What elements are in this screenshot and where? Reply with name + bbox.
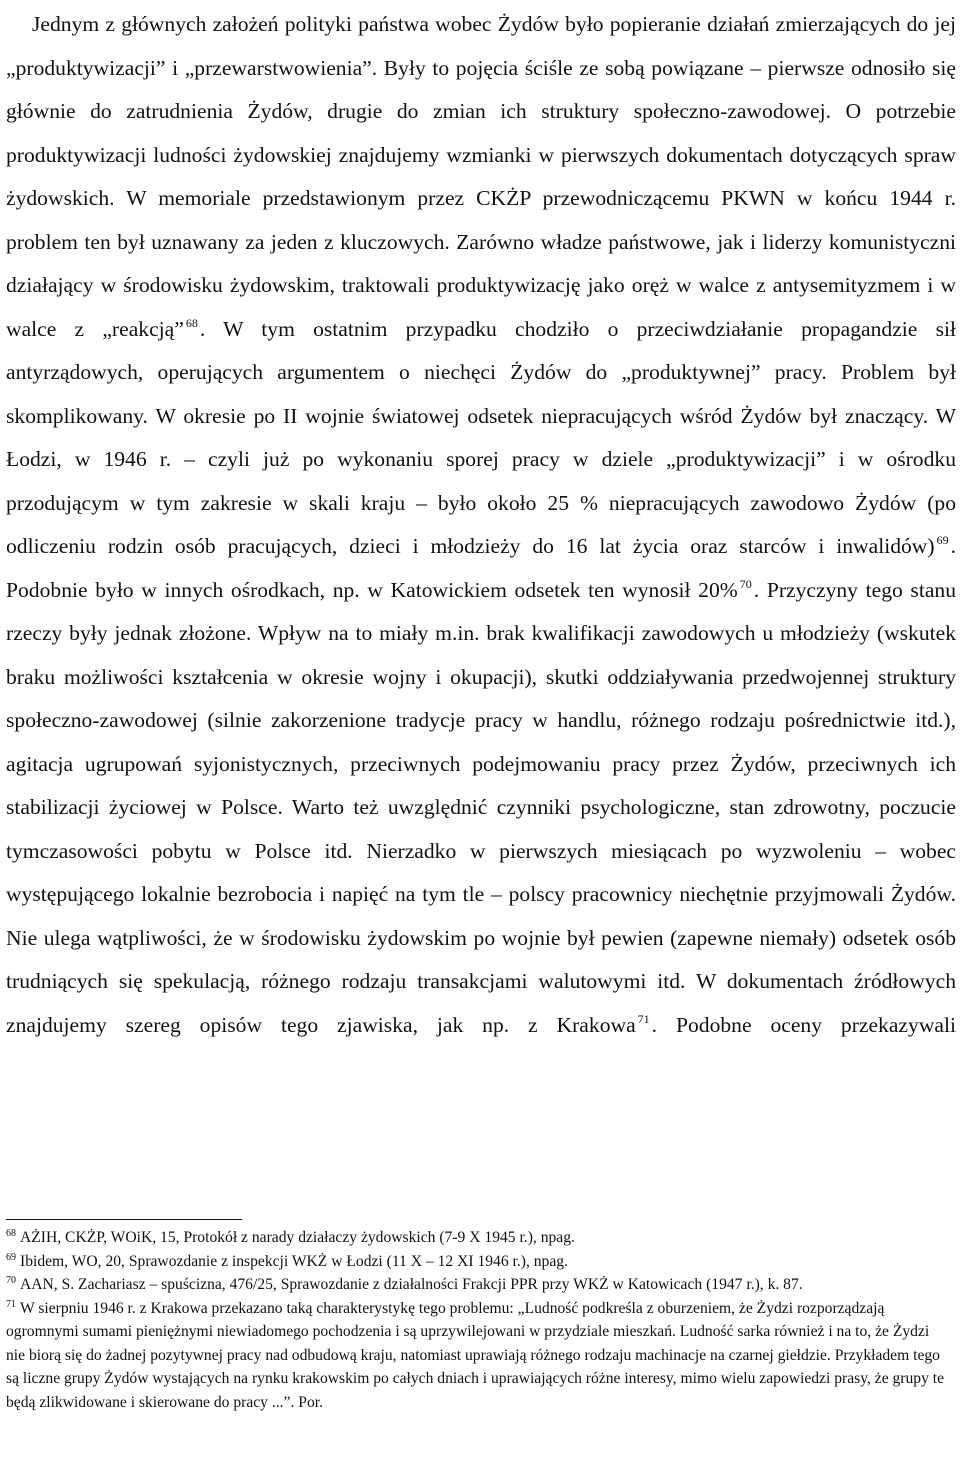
footnote-ref-68[interactable]: 68	[185, 315, 198, 330]
paragraph-text-part-3: . Podobnie było w innych ośrodkach, np. w Katowickiem odsetek ten wynosił 20%	[6, 534, 956, 602]
main-paragraph	[6, 0, 956, 1047]
paragraph-text-part-2: . W tym ostatnim przypadku chodziło o przeciwdziałanie propagandzie sił antyrządowych, operujących argumentem o niechęci Żydów do „produktywnej” pracy. Problem był skomplikowany. W okresie po II wojnie światowej odsetek niepracujących wśród Żydów był znaczący. W Łodzi, w 1946 r. – czyli już po wykonaniu sporej pracy w dziele „produktywizacji” i w ośrodku przodującym w tym zakresie w skali kraju – było około 25 % niepracujących zawodowo Żydów (po odliczeniu rodzin osób pracujących, dzieci i młodzieży do 16 lat życia oraz starców i inwalidów)	[6, 316, 956, 558]
footnote-ref-70[interactable]: 70	[739, 576, 752, 591]
footnote-text: AAN, S. Zachariasz – spuścizna, 476/25, Sprawozdanie z działalności Frakcji PPR przy WKŻ w Katowicach (1947 r.), k. 87.	[20, 1276, 803, 1293]
document-page	[6, 0, 957, 1411]
footnote-text: W sierpniu 1946 r. z Krakowa przekazano taką charakterystykę tego problemu: „Ludność podkreśla z oburzeniem, że Żydzi rozporządzają ogromnymi sumami pieniężnymi niewiadomego pochodzenia i są uprzywilejowani w przydziale mieszkań. Ludność sarka również i na to, że Żydzi nie biorą się do żadnej pozytywnej pracy nad odbudową kraju, natomiast uprawiają różnego rodzaju machinacje na czarnej giełdzie. Przykładem tego są liczne grupy Żydów wystających na rynku krakowskim po całych dniach i uprawiających różne interesy, mimo wielu zapowiedzi prasy, że grupy te będą zlikwidowane i skierowane do pracy ...”. Por.	[6, 1299, 945, 1411]
footnote-ref-71[interactable]: 71	[637, 1011, 650, 1026]
paragraph-text-part-1: Jednym z głównych założeń polityki państwa wobec Żydów było popieranie działań zmierzających do jej „produktywizacji” i „przewarstwowienia”. Były to pojęcia ściśle ze sobą powiązane – pierwsze odnosiło się głównie do zatrudnienia Żydów, drugie do zmian ich struktury społeczno-zawodowej. O potrzebie produktywizacji ludności żydowskiej znajdujemy wzmianki w pierwszych dokumentach dotyczących spraw żydowskich. W memoriale przedstawionym przez CKŻP przewodniczącemu PKWN w końcu 1944 r. problem ten był uznawany za jeden z kluczowych. Zarówno władze państwowe, jak i liderzy komunistyczni działający w środowisku żydowskim, traktowali produktywizację jako oręż w walce z antysemityzmem i w walce z „reakcją”	[6, 12, 956, 341]
footnote-ref-69[interactable]: 69	[936, 533, 949, 547]
footnote-68	[6, 1226, 952, 1250]
footnote-69	[6, 1250, 952, 1274]
footnote-71	[6, 1297, 952, 1415]
footnote-number: 71	[6, 1298, 16, 1310]
paragraph-text-part-5: . Podobne oceny przekazywali	[651, 1012, 956, 1037]
footnote-separator	[6, 1219, 242, 1220]
paragraph-text-part-4: . Przyczyny tego stanu rzeczy były jednak złożone. Wpływ na to miały m.in. brak kwalifikacji zawodowych u młodzieży (wskutek braku możliwości kształcenia w okresie wojny i okupacji), skutki oddziaływania przedwojennej struktury społeczno-zawodowej (silnie zakorzenione tradycje pracy w handlu, różnego rodzaju pośrednictwie itd.), agitacja ugrupowań syjonistycznych, przeciwnych podejmowaniu pracy przez Żydów, przeciwnych ich stabilizacji życiowej w Polsce. Warto też uwzględnić czynniki psychologiczne, stan zdrowotny, poczucie tymczasowości pobytu w Polsce itd. Nierzadko w pierwszych miesiącach po wyzwoleniu – wobec występującego lokalnie bezrobocia i napięć na tym tle – polscy pracownicy niechętnie przyjmowali Żydów. Nie ulega wątpliwości, że w środowisku żydowskim po wojnie był pewien (zapewne niemały) odsetek osób trudniących się spekulacją, różnego rodzaju transakcjami walutowymi itd. W dokumentach źródłowych znajdujemy szereg opisów tego zjawiska, jak np. z Krakowa	[6, 577, 957, 1037]
footnote-number: 69	[6, 1251, 16, 1263]
footnote-text: Ibidem, WO, 20, Sprawozdanie z inspekcji WKŻ w Łodzi (11 X – 12 XI 1946 r.), npag.	[20, 1252, 568, 1270]
footnote-70	[6, 1273, 952, 1297]
footnote-number: 70	[6, 1275, 16, 1286]
footnotes-section	[6, 1226, 952, 1414]
footnote-number: 68	[6, 1228, 16, 1239]
footnote-text: AŻIH, CKŻP, WOiK, 15, Protokół z narady działaczy żydowskich (7-9 X 1945 r.), npag.	[20, 1229, 575, 1246]
